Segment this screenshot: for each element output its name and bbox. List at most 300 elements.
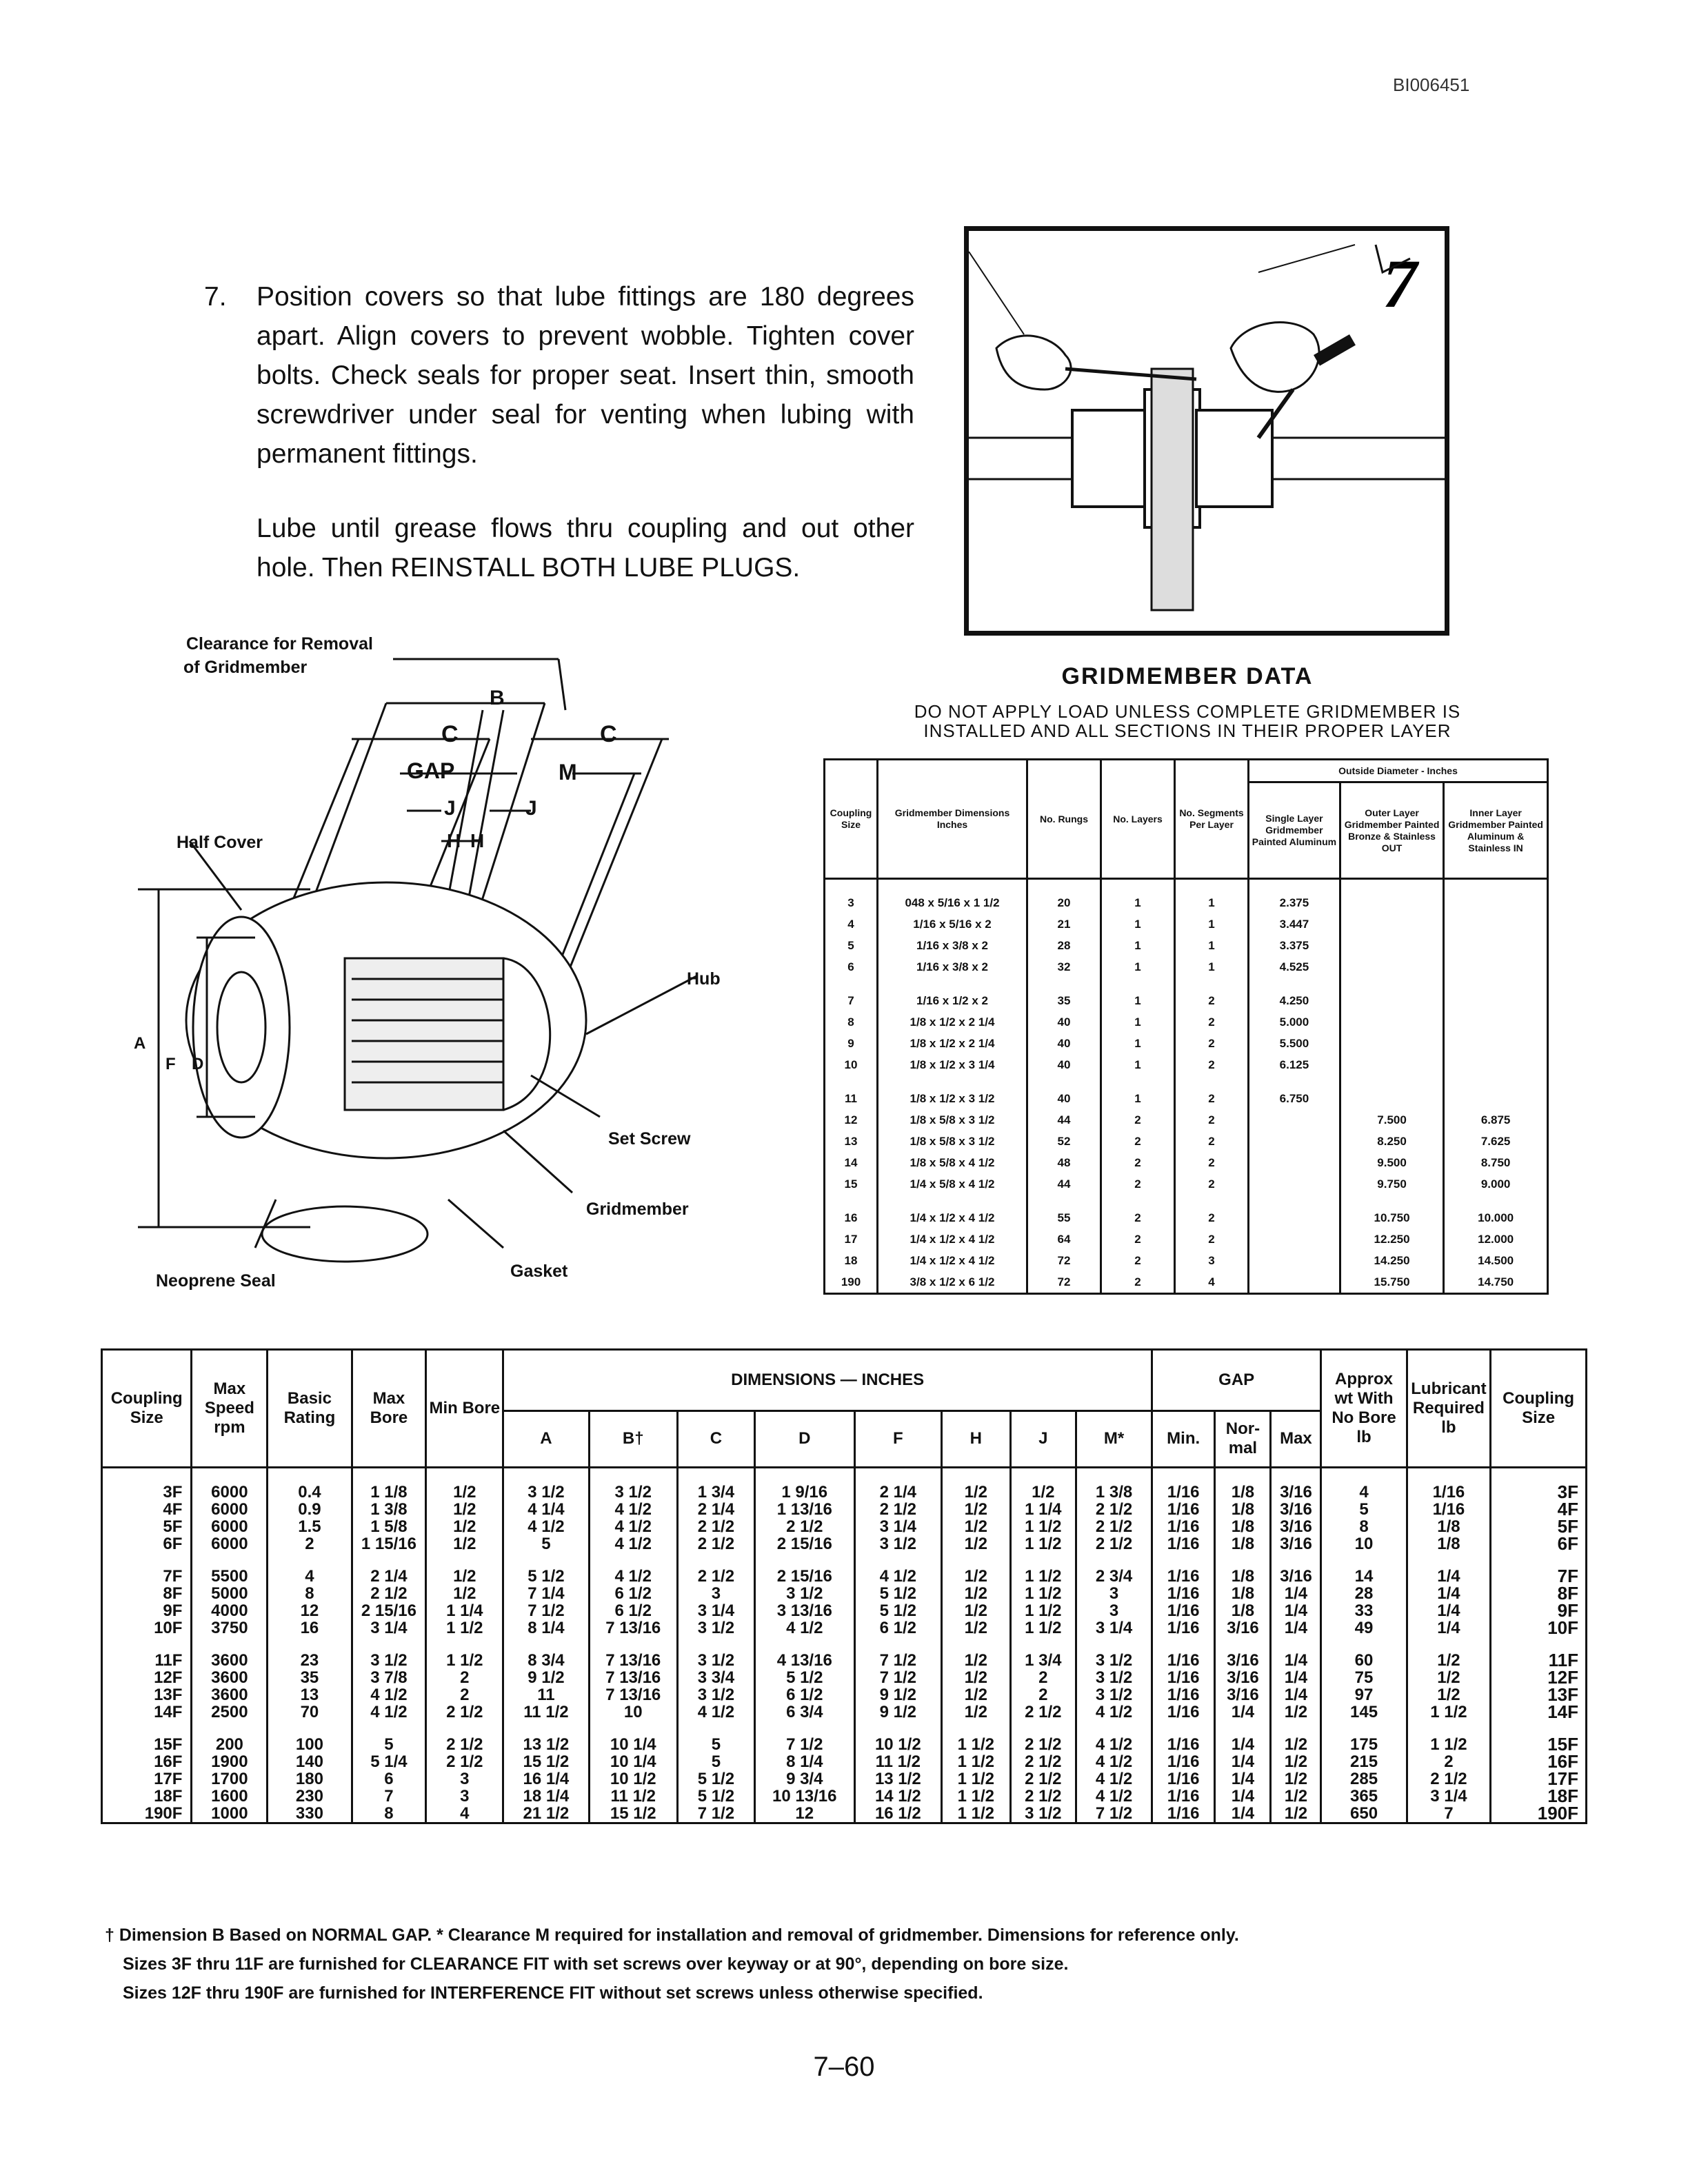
illustration-step-number: 7 <box>1383 245 1417 322</box>
dt-cell: 5 1/2 <box>854 1602 941 1619</box>
dt-cell: 12 <box>268 1602 352 1619</box>
dt-gap-header: GAP <box>1152 1350 1320 1411</box>
gt-cell: 1 <box>1101 913 1175 935</box>
dt-cell: 6 3/4 <box>754 1703 854 1721</box>
dt-row <box>102 1736 1587 1753</box>
dt-spacer-cell <box>589 1721 677 1736</box>
coupling-diagram <box>117 634 834 1296</box>
dt-spacer-cell <box>1076 1721 1152 1736</box>
dt-cell: 3600 <box>192 1669 268 1686</box>
dt-cell: 4 1/2 <box>1076 1703 1152 1721</box>
dt-cell: 8 3/4 <box>503 1652 589 1669</box>
gt-cell: 1 <box>1101 1088 1175 1109</box>
dt-cell: 215 <box>1321 1753 1407 1770</box>
dt-spacer-cell <box>503 1553 589 1568</box>
gt-cell: 1 <box>1101 956 1175 978</box>
gt-cell: 1 <box>1175 892 1249 913</box>
dt-cell: 7 <box>352 1788 426 1805</box>
dt-cell: 15F <box>1491 1736 1587 1753</box>
gt-cell: 4.250 <box>1249 990 1340 1011</box>
dt-spacer-cell <box>941 1468 1010 1484</box>
footnote-2: Sizes 3F thru 11F are furnished for CLEARANCE FIT with set screws over keyway or at 90°, depending on bore size. <box>123 1954 1069 1974</box>
dt-cell: 1/4 <box>1215 1788 1271 1805</box>
gt-cell: 6.875 <box>1444 1109 1548 1131</box>
dt-cell: 1/4 <box>1215 1703 1271 1721</box>
gt-row <box>825 913 1548 935</box>
dt-cell: 2 1/2 <box>854 1501 941 1518</box>
dt-cell: 7 1/2 <box>1076 1805 1152 1823</box>
dt-cell: 4 1/2 <box>352 1703 426 1721</box>
gridmember-warning <box>826 702 1549 740</box>
dimensions-table <box>101 1348 1587 1824</box>
gt-cell: 5 <box>825 935 878 956</box>
dt-spacer-cell <box>1271 1553 1321 1568</box>
dt-cell: 8F <box>1491 1585 1587 1602</box>
dt-cell: 5 <box>677 1736 754 1753</box>
dt-spacer-cell <box>1215 1553 1271 1568</box>
gt-cell: 1/8 x 5/8 x 3 1/2 <box>878 1109 1027 1131</box>
gt-spacer-cell <box>1101 1075 1175 1088</box>
dt-cell: 1/2 <box>941 1652 1010 1669</box>
gt-cell: 6 <box>825 956 878 978</box>
dt-row <box>102 1585 1587 1602</box>
gt-cell: 40 <box>1027 1088 1101 1109</box>
dt-cell: 2 1/2 <box>677 1518 754 1535</box>
dt-cell: 21 1/2 <box>503 1805 589 1823</box>
dt-cell: 18F <box>102 1788 192 1805</box>
gt-cell <box>1249 1250 1340 1271</box>
gt-cell: 2 <box>1175 1011 1249 1033</box>
gt-spacer-cell <box>825 879 878 893</box>
dt-spacer-cell <box>268 1468 352 1484</box>
dt-spacer-cell <box>192 1553 268 1568</box>
gt-spacer-row <box>825 1075 1548 1088</box>
dt-cell: 1/2 <box>941 1518 1010 1535</box>
gridmember-table <box>823 758 1549 1295</box>
dt-cell: 1 1/4 <box>1010 1501 1076 1518</box>
dt-spacer-cell <box>941 1721 1010 1736</box>
dt-cell: 2 1/2 <box>677 1568 754 1585</box>
dt-cell: 5 <box>352 1736 426 1753</box>
dt-cell: 75 <box>1321 1669 1407 1686</box>
dt-spacer-cell <box>1321 1553 1407 1568</box>
gt-spacer-cell <box>1444 1195 1548 1207</box>
dt-spacer-cell <box>503 1721 589 1736</box>
dt-cell: 190F <box>1491 1805 1587 1823</box>
dt-cell: 1/16 <box>1152 1805 1214 1823</box>
dt-cell: 1/8 <box>1215 1568 1271 1585</box>
gt-cell: 2.375 <box>1249 892 1340 913</box>
dt-cell: 1/16 <box>1152 1535 1214 1553</box>
dt-spacer-cell <box>854 1468 941 1484</box>
dt-cell: 7 <box>1407 1805 1491 1823</box>
dt-cell: 7 1/2 <box>854 1669 941 1686</box>
gt-cell: 10.750 <box>1340 1207 1443 1228</box>
gt-spacer-cell <box>1444 978 1548 990</box>
dt-cell: 7F <box>102 1568 192 1585</box>
dt-cell: 8 <box>352 1805 426 1823</box>
dt-cell: 4F <box>102 1501 192 1518</box>
gt-spacer-cell <box>1340 978 1443 990</box>
gt-size-header: Coupling Size <box>825 760 878 879</box>
gt-cell: 14.750 <box>1444 1271 1548 1294</box>
dt-cell: 1/8 <box>1215 1501 1271 1518</box>
dt-cell: 3/16 <box>1215 1619 1271 1637</box>
label-gap: GAP <box>407 758 455 783</box>
gt-row <box>825 1033 1548 1054</box>
gt-cell: 14.250 <box>1340 1250 1443 1271</box>
dt-cell: 6 1/2 <box>754 1686 854 1703</box>
dt-cell: 2 1/2 <box>1076 1535 1152 1553</box>
gt-cell: 8.250 <box>1340 1131 1443 1152</box>
gt-cell: 2 <box>1101 1152 1175 1173</box>
dt-spacer-cell <box>503 1637 589 1652</box>
gt-cell: 9.000 <box>1444 1173 1548 1195</box>
dt-cell: 6F <box>1491 1535 1587 1553</box>
dt-spacer-cell <box>1215 1468 1271 1484</box>
dt-cell: 6000 <box>192 1518 268 1535</box>
dt-cell: 2 1/2 <box>1010 1703 1076 1721</box>
gt-cell: 2 <box>1101 1228 1175 1250</box>
dt-cell: 3/16 <box>1215 1652 1271 1669</box>
dt-cell: 17F <box>1491 1770 1587 1788</box>
dt-cell: 1/16 <box>1152 1788 1214 1805</box>
gt-spacer-cell <box>1101 1195 1175 1207</box>
dt-cell: 4 1/2 <box>1076 1770 1152 1788</box>
dt-cell: 1/16 <box>1152 1753 1214 1770</box>
gt-cell: 6.125 <box>1249 1054 1340 1075</box>
dt-cell: 1 1/2 <box>1010 1568 1076 1585</box>
gt-cell: 1 <box>1101 1033 1175 1054</box>
dt-spacer-cell <box>1407 1637 1491 1652</box>
gt-cell: 2 <box>1175 990 1249 1011</box>
dt-cell: 3 1/2 <box>1076 1686 1152 1703</box>
dt-cell: 10 13/16 <box>754 1788 854 1805</box>
gt-spacer-cell <box>1175 879 1249 893</box>
gt-cell: 1 <box>1101 1054 1175 1075</box>
dt-cell: 1/16 <box>1152 1518 1214 1535</box>
dt-cell: 5 1/2 <box>854 1585 941 1602</box>
dt-cell: 1 1/2 <box>1407 1736 1491 1753</box>
gt-spacer-cell <box>825 978 878 990</box>
gt-spacer-cell <box>1249 978 1340 990</box>
dt-cell: 7 13/16 <box>589 1686 677 1703</box>
dt-cell: 49 <box>1321 1619 1407 1637</box>
label-c-left: C <box>441 721 459 747</box>
dt-cell: 2 <box>1010 1669 1076 1686</box>
gt-cell: 40 <box>1027 1011 1101 1033</box>
gt-cell: 1/8 x 1/2 x 3 1/2 <box>878 1088 1027 1109</box>
dt-cell: 1/2 <box>1407 1652 1491 1669</box>
dt-cell: 2 1/2 <box>1010 1770 1076 1788</box>
dt-cell: 6 1/2 <box>589 1602 677 1619</box>
gt-cell <box>1340 892 1443 913</box>
dt-cell: 8 <box>268 1585 352 1602</box>
gt-spacer-cell <box>878 978 1027 990</box>
dt-cell: 3 1/4 <box>1407 1788 1491 1805</box>
dt-spacer-cell <box>754 1553 854 1568</box>
dt-cell: 2 1/2 <box>1076 1518 1152 1535</box>
dt-cell: 4 1/2 <box>1076 1788 1152 1805</box>
dt-cell: 1/2 <box>1010 1484 1076 1501</box>
gt-cell <box>1340 1011 1443 1033</box>
dt-cell: 1/16 <box>1152 1484 1214 1501</box>
footnote-1: † Dimension B Based on NORMAL GAP. * Clearance M required for installation and removal of gridmember. Dimensions for reference only. <box>105 1925 1239 1945</box>
dt-spacer-cell <box>854 1721 941 1736</box>
dt-row <box>102 1703 1587 1721</box>
dt-spacer-row <box>102 1637 1587 1652</box>
dt-spacer-cell <box>1010 1553 1076 1568</box>
dt-cell: 3 1/2 <box>677 1619 754 1637</box>
dt-cell: 1/2 <box>941 1703 1010 1721</box>
dt-cell: 0.9 <box>268 1501 352 1518</box>
dt-cell: 4 1/2 <box>1076 1753 1152 1770</box>
gt-cell: 1 <box>1101 990 1175 1011</box>
gt-cell: 11 <box>825 1088 878 1109</box>
gt-row <box>825 1207 1548 1228</box>
dt-cell: 1/2 <box>941 1501 1010 1518</box>
label-b: B <box>490 687 505 709</box>
dt-cell: 1 1/2 <box>426 1652 503 1669</box>
gt-cell: 1/8 x 5/8 x 4 1/2 <box>878 1152 1027 1173</box>
gt-dims-header: Gridmember Dimensions Inches <box>878 760 1027 879</box>
dt-cell: 650 <box>1321 1805 1407 1823</box>
dt-cell: 1/16 <box>1152 1736 1214 1753</box>
gt-cell: 48 <box>1027 1152 1101 1173</box>
dt-cell: 3 <box>1076 1585 1152 1602</box>
dt-cell: 11 1/2 <box>854 1753 941 1770</box>
dt-cell: 3 <box>426 1770 503 1788</box>
dt-spacer-cell <box>352 1468 426 1484</box>
dt-cell: 4 1/2 <box>1076 1736 1152 1753</box>
gt-cell: 1/8 x 1/2 x 2 1/4 <box>878 1011 1027 1033</box>
dt-row <box>102 1535 1587 1553</box>
clearance-label-2: of Gridmember <box>183 658 308 677</box>
gt-row <box>825 1011 1548 1033</box>
dt-cell: 1 1/2 <box>1407 1703 1491 1721</box>
dt-cell: 1/2 <box>1271 1736 1321 1753</box>
gt-spacer-cell <box>1027 978 1101 990</box>
dt-cell: 1 1/2 <box>1010 1602 1076 1619</box>
gt-cell: 12.250 <box>1340 1228 1443 1250</box>
gt-row <box>825 1250 1548 1271</box>
gt-spacer-cell <box>1249 1075 1340 1088</box>
gt-cell <box>1249 1228 1340 1250</box>
dt-spacer-cell <box>426 1468 503 1484</box>
gt-cell: 10 <box>825 1054 878 1075</box>
document-id: BI006451 <box>1393 74 1470 95</box>
dt-cell: 1/16 <box>1152 1703 1214 1721</box>
dt-cell: 7 1/4 <box>503 1585 589 1602</box>
gt-cell <box>1340 913 1443 935</box>
dt-cell: 11F <box>102 1652 192 1669</box>
dt-cell: 9F <box>1491 1602 1587 1619</box>
dt-cell: 1/16 <box>1152 1602 1214 1619</box>
dt-spacer-cell <box>941 1553 1010 1568</box>
dt-cell: 4F <box>1491 1501 1587 1518</box>
dt-row <box>102 1652 1587 1669</box>
dt-cell: 7 13/16 <box>589 1619 677 1637</box>
dt-spacer-cell <box>426 1721 503 1736</box>
step-text: Position covers so that lube fittings are 180 degrees apart. Align covers to prevent wobble. Tighten cover bolts. Check seals for proper seat. Insert thin, smooth screwdriver under seal for venting when lubing with permanent fittings. <box>257 282 914 469</box>
dt-cell: 4 1/2 <box>589 1501 677 1518</box>
dt-spacer-cell <box>677 1553 754 1568</box>
gt-cell <box>1249 1173 1340 1195</box>
dt-cell: 1/4 <box>1271 1686 1321 1703</box>
dt-cell: 140 <box>268 1753 352 1770</box>
dt-cell: 1/4 <box>1271 1602 1321 1619</box>
gt-cell: 4 <box>1175 1271 1249 1294</box>
dt-cell: 10 1/2 <box>589 1770 677 1788</box>
gt-spacer-cell <box>1175 1075 1249 1088</box>
dt-cell: 3 1/2 <box>1076 1669 1152 1686</box>
gt-cell <box>1340 1088 1443 1109</box>
gt-cell: 3 <box>1175 1250 1249 1271</box>
dt-cell: 4 1/2 <box>503 1518 589 1535</box>
dt-spacer-cell <box>754 1721 854 1736</box>
dt-speed-header: Max Speed rpm <box>192 1350 268 1468</box>
gt-cell <box>1444 935 1548 956</box>
gt-cell: 15 <box>825 1173 878 1195</box>
dt-cell: 2 1/4 <box>854 1484 941 1501</box>
dt-spacer-cell <box>102 1468 192 1484</box>
dt-dimensions-header: DIMENSIONS — INCHES <box>503 1350 1152 1411</box>
dt-cell: 35 <box>268 1669 352 1686</box>
dt-cell: 11 1/2 <box>503 1703 589 1721</box>
dt-m-header: M* <box>1076 1410 1152 1467</box>
dt-cell: 1 3/8 <box>352 1501 426 1518</box>
gasket-label: Gasket <box>510 1262 568 1281</box>
dt-cell: 7 13/16 <box>589 1669 677 1686</box>
dt-cell: 1/2 <box>1407 1686 1491 1703</box>
dt-spacer-cell <box>102 1721 192 1736</box>
dt-cell: 1 15/16 <box>352 1535 426 1553</box>
gt-cell: 2 <box>1175 1033 1249 1054</box>
dt-cell: 1600 <box>192 1788 268 1805</box>
gt-cell: 3/8 x 1/2 x 6 1/2 <box>878 1271 1027 1294</box>
dt-spacer-cell <box>1076 1468 1152 1484</box>
dt-spacer-cell <box>1152 1721 1214 1736</box>
gt-cell: 8.750 <box>1444 1152 1548 1173</box>
dt-gnorm-header: Nor- mal <box>1215 1410 1271 1467</box>
dt-cell: 3 <box>677 1585 754 1602</box>
dt-size-header: Coupling Size <box>102 1350 192 1468</box>
gridmember-label: Gridmember <box>586 1200 689 1219</box>
gt-cell <box>1249 1152 1340 1173</box>
gt-row <box>825 1228 1548 1250</box>
dt-cell: 1/4 <box>1215 1770 1271 1788</box>
dt-row <box>102 1770 1587 1788</box>
dt-cell: 18 1/4 <box>503 1788 589 1805</box>
gt-cell <box>1444 956 1548 978</box>
dt-cell: 4 13/16 <box>754 1652 854 1669</box>
dt-cell: 2500 <box>192 1703 268 1721</box>
gt-cell: 1/8 x 5/8 x 3 1/2 <box>878 1131 1027 1152</box>
dt-row <box>102 1518 1587 1535</box>
gt-cell <box>1444 913 1548 935</box>
dt-cell: 2 1/2 <box>754 1518 854 1535</box>
dt-cell: 365 <box>1321 1788 1407 1805</box>
gt-cell: 7.500 <box>1340 1109 1443 1131</box>
dt-cell: 1 1/2 <box>941 1736 1010 1753</box>
dt-cell: 1000 <box>192 1805 268 1823</box>
dt-cell: 1/2 <box>426 1568 503 1585</box>
dt-cell: 1/2 <box>941 1686 1010 1703</box>
gt-cell: 2 <box>1175 1109 1249 1131</box>
dt-cell: 1/4 <box>1407 1585 1491 1602</box>
dt-cell: 4 1/2 <box>589 1518 677 1535</box>
gt-row <box>825 990 1548 1011</box>
gt-cell: 40 <box>1027 1033 1101 1054</box>
dt-spacer-row <box>102 1721 1587 1736</box>
dt-cell: 11F <box>1491 1652 1587 1669</box>
gt-spacer-cell <box>1101 879 1175 893</box>
dt-cell: 1/8 <box>1215 1484 1271 1501</box>
dt-spacer-cell <box>1010 1468 1076 1484</box>
dt-cell: 28 <box>1321 1585 1407 1602</box>
gt-cell <box>1444 892 1548 913</box>
dt-cell: 7 13/16 <box>589 1652 677 1669</box>
gt-cell: 14 <box>825 1152 878 1173</box>
dt-cell: 10 <box>1321 1535 1407 1553</box>
dt-cell: 12F <box>1491 1669 1587 1686</box>
dt-cell: 1/16 <box>1152 1686 1214 1703</box>
gt-cell: 2 <box>1175 1207 1249 1228</box>
dt-spacer-cell <box>268 1637 352 1652</box>
dt-cell: 13 1/2 <box>854 1770 941 1788</box>
dt-cell: 1/8 <box>1407 1535 1491 1553</box>
dt-gmin-header: Min. <box>1152 1410 1214 1467</box>
label-h-left: H <box>447 830 461 851</box>
dt-cell: 1/4 <box>1407 1619 1491 1637</box>
gt-spacer-cell <box>878 1075 1027 1088</box>
dt-cell: 2 1/2 <box>426 1703 503 1721</box>
gt-spacer-row <box>825 879 1548 893</box>
dt-cell: 33 <box>1321 1602 1407 1619</box>
dt-cell: 0.4 <box>268 1484 352 1501</box>
dt-cell: 1/16 <box>1152 1619 1214 1637</box>
gt-cell: 9 <box>825 1033 878 1054</box>
dt-cell: 6000 <box>192 1535 268 1553</box>
dt-cell: 5 1/4 <box>352 1753 426 1770</box>
gt-row <box>825 1173 1548 1195</box>
dt-cell: 1 1/2 <box>1010 1535 1076 1553</box>
dt-row <box>102 1619 1587 1637</box>
dt-gmax-header: Max <box>1271 1410 1321 1467</box>
dt-spacer-cell <box>102 1637 192 1652</box>
dt-row <box>102 1669 1587 1686</box>
gt-cell: 7 <box>825 990 878 1011</box>
dt-spacer-cell <box>192 1721 268 1736</box>
dt-spacer-cell <box>352 1721 426 1736</box>
dt-cell: 1/2 <box>426 1484 503 1501</box>
gt-cell: 9.750 <box>1340 1173 1443 1195</box>
dt-cell: 4 1/2 <box>754 1619 854 1637</box>
dt-row <box>102 1805 1587 1823</box>
dt-cell: 3 <box>426 1788 503 1805</box>
dt-cell: 1/2 <box>941 1602 1010 1619</box>
dt-cell: 7 1/2 <box>677 1805 754 1823</box>
dt-cell: 3/16 <box>1271 1518 1321 1535</box>
gt-cell: 3 <box>825 892 878 913</box>
label-j-right: J <box>525 797 537 820</box>
dt-cell: 1/2 <box>941 1585 1010 1602</box>
dt-cell: 70 <box>268 1703 352 1721</box>
gt-cell: 2 <box>1101 1250 1175 1271</box>
dt-cell: 4 <box>426 1805 503 1823</box>
dt-cell: 4 1/4 <box>503 1501 589 1518</box>
gt-cell: 44 <box>1027 1173 1101 1195</box>
